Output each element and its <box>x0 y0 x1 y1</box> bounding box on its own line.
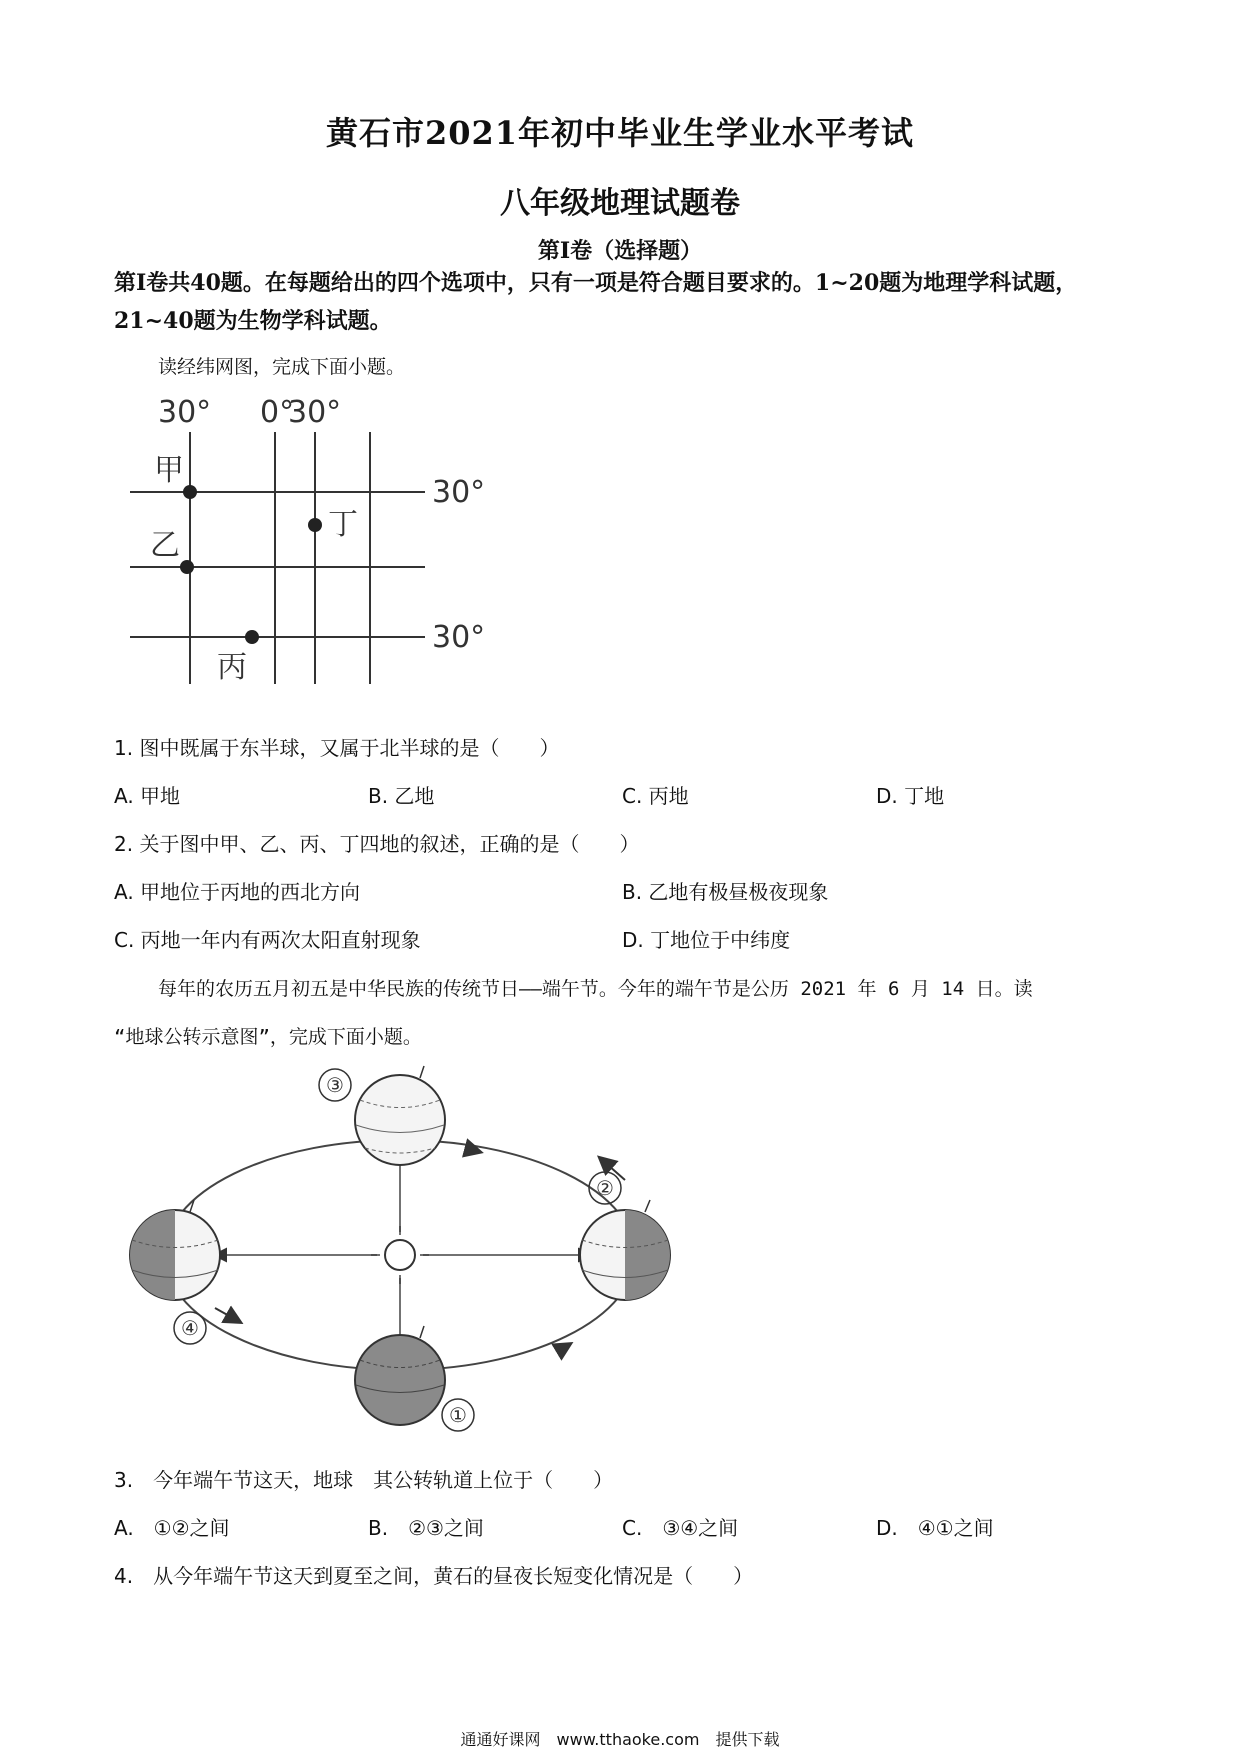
passage-2-line-2: “地球公转示意图”，完成下面小题。 <box>114 1026 422 1048</box>
point-yi <box>180 560 194 574</box>
orbit-arrow <box>215 1308 240 1322</box>
q2-option-b[interactable]: B. 乙地有极昼极夜现象 <box>622 880 829 904</box>
lon-label: 30° <box>288 395 342 430</box>
lon-label: 30° <box>158 395 212 430</box>
q2-option-d[interactable]: D. 丁地位于中纬度 <box>622 928 791 952</box>
question-4: 4. 从今年端午节这天到夏至之间，黄石的昼夜长短变化情况是（ ） <box>114 1564 754 1588</box>
point-label-bing: 丙 <box>217 650 247 685</box>
position-label-4: ④ <box>181 1316 199 1340</box>
orbit-arrow <box>560 1344 570 1350</box>
lat-label: 30° <box>432 475 486 510</box>
earth-position-4 <box>130 1200 220 1300</box>
earth-position-1 <box>355 1326 445 1425</box>
point-bing <box>245 630 259 644</box>
lat-label: 30° <box>432 620 486 655</box>
point-label-yi: 乙 <box>150 528 180 563</box>
question-1: 1. 图中既属于东半球，又属于北半球的是（ ） <box>114 736 560 760</box>
point-label-jia: 甲 <box>154 453 184 488</box>
position-label-1: ① <box>449 1403 467 1427</box>
q3-option-c[interactable]: C. ③④之间 <box>622 1516 739 1540</box>
q3-option-a[interactable]: A. ①②之间 <box>114 1516 230 1540</box>
graticule-figure <box>120 392 520 692</box>
revolution-figure <box>120 1060 680 1440</box>
q1-option-a[interactable]: A. 甲地 <box>114 784 181 808</box>
passage-2-line-1: 每年的农历五月初五是中华民族的传统节日——端午节。今年的端午节是公历 2021 年 6 月 14 日。读 <box>158 978 1033 1000</box>
q1-option-b[interactable]: B. 乙地 <box>368 784 435 808</box>
position-label-2: ② <box>596 1176 614 1200</box>
earth-position-2 <box>580 1200 670 1300</box>
point-jia <box>183 485 197 499</box>
point-ding <box>308 518 322 532</box>
q3-option-d[interactable]: D. ④①之间 <box>876 1516 994 1540</box>
q1-option-d[interactable]: D. 丁地 <box>876 784 945 808</box>
position-label-3: ③ <box>326 1073 344 1097</box>
question-2: 2. 关于图中甲、乙、丙、丁四地的叙述，正确的是（ ） <box>114 832 640 856</box>
earth-position-3 <box>355 1066 445 1165</box>
q2-option-c[interactable]: C. 丙地一年内有两次太阳直射现象 <box>114 928 421 952</box>
q3-option-b[interactable]: B. ②③之间 <box>368 1516 484 1540</box>
question-3: 3. 今年端午节这天，地球 其公转轨道上位于（ ） <box>114 1468 614 1492</box>
lon-label: 0° <box>260 395 295 430</box>
orbit-arrow <box>465 1148 480 1152</box>
page-title: 黄石市2021年初中毕业生学业水平考试 <box>325 114 915 152</box>
section-heading: 第I卷（选择题） <box>537 238 703 264</box>
passage-1-lead: 读经纬网图，完成下面小题。 <box>158 356 406 378</box>
point-label-ding: 丁 <box>328 507 358 542</box>
sun-icon <box>385 1240 415 1270</box>
page-subtitle: 八年级地理试题卷 <box>500 186 740 221</box>
instructions: 第I卷共40题。在每题给出的四个选项中，只有一项是符合题目要求的。1~20题为地理学科试题，21~40题为生物学科试题。 <box>114 270 1078 334</box>
q2-option-a[interactable]: A. 甲地位于丙地的西北方向 <box>114 880 361 904</box>
footer-text: 通通好课网 www.tthaoke.com 提供下载 <box>460 1730 780 1749</box>
q1-option-c[interactable]: C. 丙地 <box>622 784 689 808</box>
